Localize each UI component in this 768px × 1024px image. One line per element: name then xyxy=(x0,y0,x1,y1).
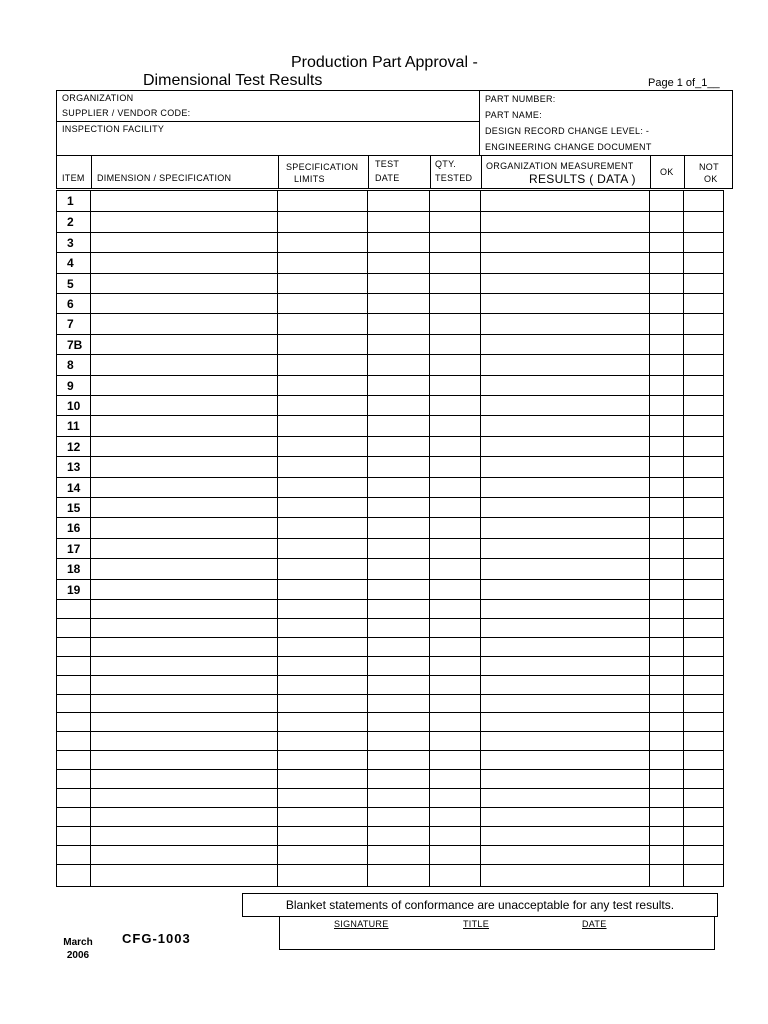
part-name-label: PART NAME: xyxy=(485,110,543,120)
item-number: 19 xyxy=(67,582,81,597)
table-row[interactable] xyxy=(57,750,723,770)
col-spec-limits xyxy=(278,156,368,188)
table-row[interactable] xyxy=(57,807,723,827)
table-row[interactable] xyxy=(57,579,723,600)
supplier-code-label: SUPPLIER / VENDOR CODE: xyxy=(62,108,191,118)
table-row[interactable] xyxy=(57,497,723,518)
table-row[interactable] xyxy=(57,618,723,638)
col-not-ok xyxy=(684,156,733,188)
col-spec-label-2: LIMITS xyxy=(294,174,325,184)
signature-label: SIGNATURE xyxy=(334,919,389,929)
table-row[interactable] xyxy=(57,694,723,714)
col-org-label-2: RESULTS ( DATA ) xyxy=(529,172,636,186)
col-qty-label-1: QTY. xyxy=(435,159,457,169)
table-row[interactable] xyxy=(57,712,723,732)
title-label: TITLE xyxy=(463,919,490,929)
table-row[interactable] xyxy=(57,517,723,538)
col-not-ok-label-1: NOT xyxy=(699,162,719,172)
item-number: 7B xyxy=(67,337,83,352)
table-row[interactable] xyxy=(57,477,723,498)
col-ok-label: OK xyxy=(660,167,674,177)
item-number: 15 xyxy=(67,501,81,515)
col-ok xyxy=(650,156,684,188)
item-number: 7 xyxy=(67,317,74,332)
item-number: 12 xyxy=(67,439,81,454)
table-row[interactable] xyxy=(57,558,723,579)
form-title-line1: Production Part Approval - xyxy=(291,54,478,71)
item-number: 10 xyxy=(67,399,81,413)
signature-box[interactable] xyxy=(279,916,715,950)
col-test-date xyxy=(368,156,430,188)
col-item xyxy=(57,156,91,188)
table-row[interactable] xyxy=(57,232,723,253)
table-row[interactable] xyxy=(57,675,723,695)
table-row[interactable] xyxy=(57,637,723,657)
results-grid xyxy=(56,190,724,887)
col-test-label-2: DATE xyxy=(375,173,400,183)
page-info: Page 1 of_1__ xyxy=(648,77,720,89)
col-qty-label-2: TESTED xyxy=(435,173,473,183)
item-number: 3 xyxy=(67,235,74,250)
item-number: 6 xyxy=(67,297,74,311)
blanket-statement: Blanket statements of conformance are unacceptable for any test results. xyxy=(242,893,718,917)
table-row[interactable] xyxy=(57,731,723,751)
col-qty-tested xyxy=(430,156,481,188)
table-row[interactable] xyxy=(57,599,723,619)
table-row[interactable] xyxy=(57,436,723,457)
item-number: 17 xyxy=(67,541,81,556)
footer-month: March xyxy=(63,937,93,948)
item-number: 11 xyxy=(67,419,80,434)
footer-revision-date xyxy=(58,936,98,962)
table-row[interactable] xyxy=(57,826,723,846)
form-title-line2: Dimensional Test Results xyxy=(143,72,323,89)
col-item-label: ITEM xyxy=(62,173,85,183)
table-row[interactable] xyxy=(57,211,723,232)
table-row[interactable] xyxy=(57,293,723,314)
organization-label: ORGANIZATION xyxy=(62,93,134,103)
date-label: DATE xyxy=(582,919,607,929)
item-number: 8 xyxy=(67,358,74,373)
table-row[interactable] xyxy=(57,252,723,273)
col-org-measurement xyxy=(481,156,650,188)
item-number: 2 xyxy=(67,215,74,230)
table-row[interactable] xyxy=(57,656,723,676)
table-row[interactable] xyxy=(57,334,723,355)
item-number: 18 xyxy=(67,562,81,577)
col-not-ok-label-2: OK xyxy=(704,174,718,184)
table-row[interactable] xyxy=(57,395,723,416)
design-record-label: DESIGN RECORD CHANGE LEVEL: - xyxy=(485,126,650,136)
col-test-label-1: TEST xyxy=(375,159,400,169)
table-row[interactable] xyxy=(57,415,723,436)
form-code: CFG-1003 xyxy=(122,931,191,946)
col-dimension-label: DIMENSION / SPECIFICATION xyxy=(97,173,232,183)
item-number: 5 xyxy=(67,276,74,291)
column-header-row xyxy=(56,156,733,189)
item-number: 9 xyxy=(67,378,74,393)
item-number: 1 xyxy=(67,194,74,208)
table-row[interactable] xyxy=(57,788,723,808)
table-row[interactable] xyxy=(57,456,723,477)
item-number: 16 xyxy=(67,521,81,536)
part-number-label: PART NUMBER: xyxy=(485,94,556,104)
header-info-box xyxy=(56,90,733,156)
table-row[interactable] xyxy=(57,191,723,211)
footer-year: 2006 xyxy=(66,950,90,961)
item-number: 4 xyxy=(67,256,74,271)
table-row[interactable] xyxy=(57,313,723,334)
table-row[interactable] xyxy=(57,273,723,294)
table-row[interactable] xyxy=(57,538,723,559)
engineering-change-label: ENGINEERING CHANGE DOCUMENT xyxy=(485,142,652,152)
item-number: 14 xyxy=(67,480,81,495)
col-dimension xyxy=(91,156,278,188)
item-number: 13 xyxy=(67,460,81,475)
col-spec-label-1: SPECIFICATION xyxy=(286,162,359,172)
table-row[interactable] xyxy=(57,375,723,396)
table-row[interactable] xyxy=(57,864,723,884)
table-row[interactable] xyxy=(57,769,723,789)
table-row[interactable] xyxy=(57,845,723,865)
col-org-label-1: ORGANIZATION MEASUREMENT xyxy=(486,161,634,171)
inspection-facility-label: INSPECTION FACILITY xyxy=(62,124,165,134)
info-divider xyxy=(57,121,480,122)
table-row[interactable] xyxy=(57,354,723,375)
